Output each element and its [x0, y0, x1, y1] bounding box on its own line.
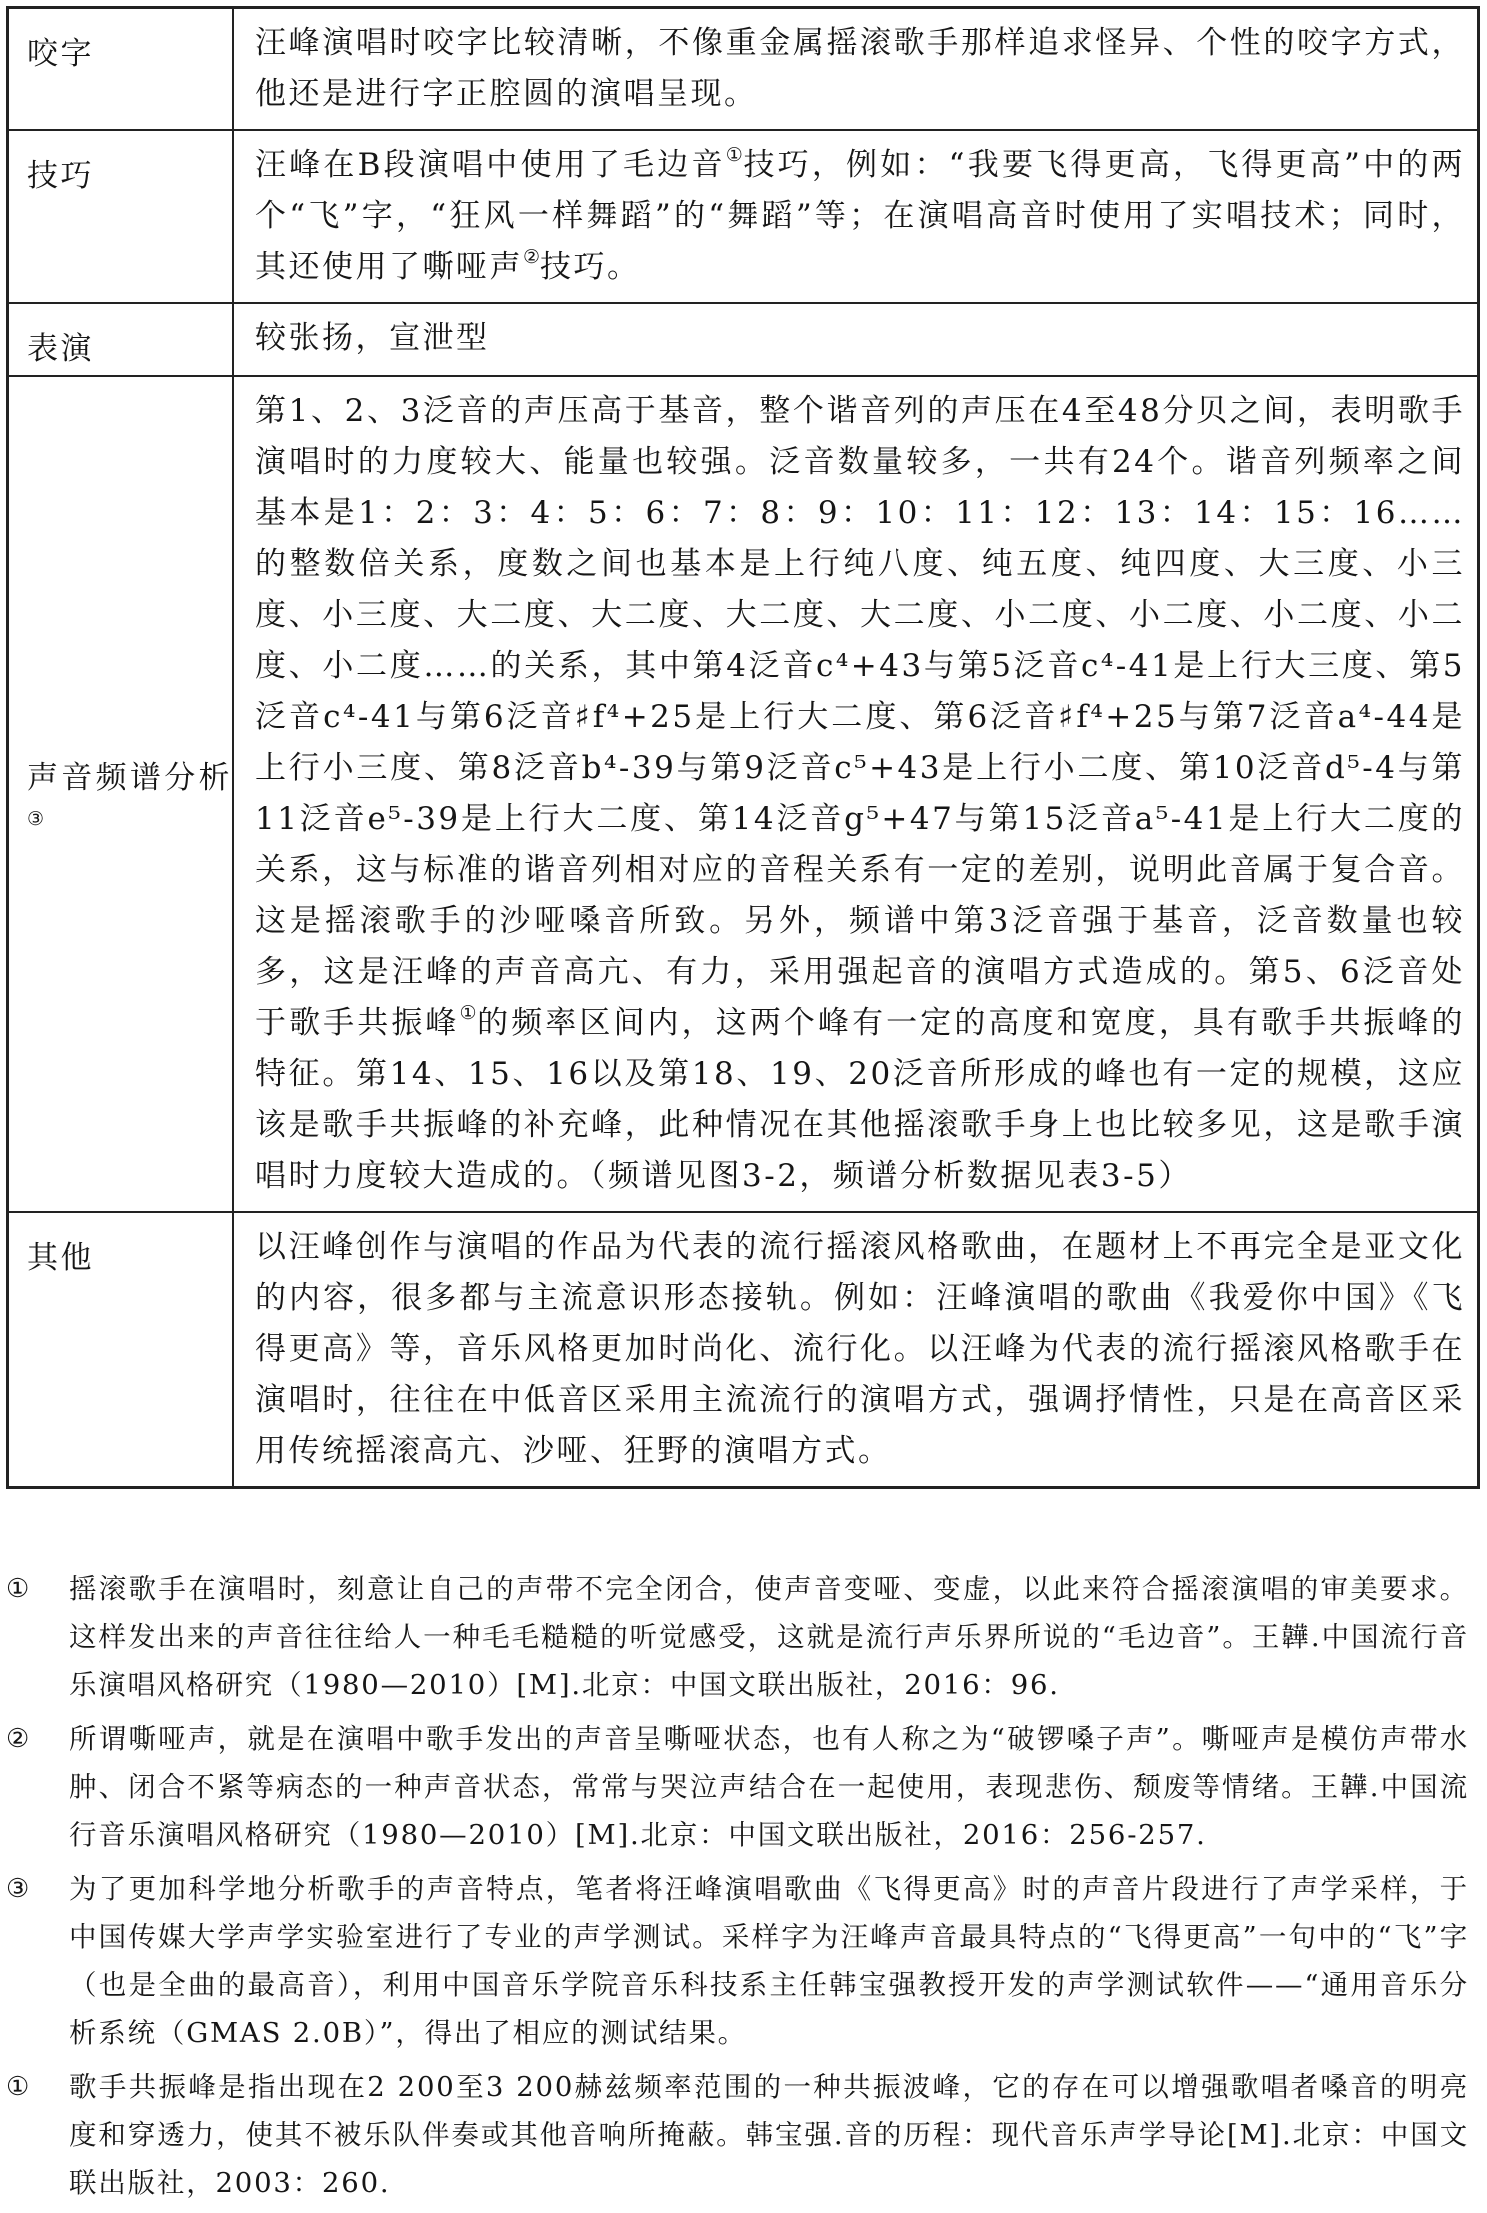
content-text: 汪峰在B段演唱中使用了毛边音: [255, 147, 726, 183]
table-row: [8, 130, 1479, 303]
footnote-marker: ③: [27, 808, 45, 830]
footnotes: [0, 1565, 1487, 2213]
row-content: [233, 376, 1479, 1212]
footnote: [0, 1865, 1487, 2057]
row-content: [233, 130, 1479, 303]
row-label: 咬字: [8, 8, 234, 131]
table-row: [8, 303, 1479, 376]
row-label: 表演: [8, 303, 234, 376]
row-content: 汪峰演唱时咬字比较清晰，不像重金属摇滚歌手那样追求怪异、个性的咬字方式，他还是进行字正腔圆的演唱呈现。: [233, 8, 1479, 131]
table-row: [8, 1212, 1479, 1488]
footnote-number: ①: [6, 2072, 32, 2102]
footnote-marker: ①: [459, 1002, 478, 1024]
row-content: 较张扬，宣泄型: [233, 303, 1479, 376]
content-text: 第1、2、3泛音的声压高于基音，整个谐音列的声压在4至48分贝之间，表明歌手演唱时的力度较大、能量也较强。泛音数量较多，一共有24个。谐音列频率之间基本是1：2：3：4：5：6：7：8：9：10：11：12：13：14：15：16……的整数倍关系，度数之间也基本是上行纯八度、纯五度、纯四度、大三度、小三度、小三度、大二度、大二度、大二度、大二度、小二度、小二度、小二度、小二度、小二度……的关系，其中第4泛音c⁴+43与第5泛音c⁴-41是上行大三度、第5泛音c⁴-41与第6泛音♯f⁴+25是上行大二度、第6泛音♯f⁴+25与第7泛音a⁴-44是上行小三度、第8泛音b⁴-39与第9泛音c⁵+43是上行小二度、第10泛音d⁵-4与第11泛音e⁵-39是上行大二度、第14泛音g⁵+47与第15泛音a⁵-41是上行大二度的关系，这与标准的谐音列相对应的音程关系有一定的差别，说明此音属于复合音。这是摇滚歌手的沙哑嗓音所致。另外，频谱中第3泛音强于基音，泛音数量也较多，这是汪峰的声音高亢、有力，采用强起音的演唱方式造成的。第5、6泛音处于歌手共振峰: [255, 393, 1465, 1041]
row-content: 以汪峰创作与演唱的作品为代表的流行摇滚风格歌曲，在题材上不再完全是亚文化的内容，很多都与主流意识形态接轨。例如：汪峰演唱的歌曲《我爱你中国》《飞得更高》等，音乐风格更加时尚化、流行化。以汪峰为代表的流行摇滚风格歌手在演唱时，往往在中低音区采用主流流行的演唱方式，强调抒情性，只是在高音区采用传统摇滚高亢、沙哑、狂野的演唱方式。: [233, 1212, 1479, 1488]
footnote-text: 摇滚歌手在演唱时，刻意让自己的声带不完全闭合，使声音变哑、变虚，以此来符合摇滚演唱的审美要求。这样发出来的声音往往给人一种毛毛糙糙的听觉感受，这就是流行声乐界所说的“毛边音”。王韡.中国流行音乐演唱风格研究（1980—2010）[M].北京：中国文联出版社，2016：96.: [69, 1573, 1469, 1701]
row-label: 技巧: [8, 130, 234, 303]
footnote-text: 所谓嘶哑声，就是在演唱中歌手发出的声音呈嘶哑状态，也有人称之为“破锣嗓子声”。嘶哑声是模仿声带水肿、闭合不紧等病态的一种声音状态，常常与哭泣声结合在一起使用，表现悲伤、颓废等情绪。王韡.中国流行音乐演唱风格研究（1980—2010）[M].北京：中国文联出版社，2016：256-257.: [69, 1723, 1469, 1851]
label-text: 声音频谱分析: [27, 760, 232, 796]
row-label: 其他: [8, 1212, 234, 1488]
footnote-number: ②: [6, 1724, 32, 1754]
footnote-marker: ②: [523, 246, 541, 268]
footnote-number: ③: [6, 1874, 32, 1904]
footnote: [0, 2063, 1487, 2207]
content-text: 的频率区间内，这两个峰有一定的高度和宽度，具有歌手共振峰的特征。第14、15、16以及第18、19、20泛音所形成的峰也有一定的规模，这应该是歌手共振峰的补充峰，此种情况在其他摇滚歌手身上也比较多见，这是歌手演唱时力度较大造成的。（频谱见图3-2，频谱分析数据见表3-5）: [255, 1005, 1466, 1194]
footnote: [0, 1715, 1487, 1859]
footnote-text: 歌手共振峰是指出现在2 200至3 200赫兹频率范围的一种共振波峰，它的存在可以增强歌唱者嗓音的明亮度和穿透力，使其不被乐队伴奏或其他音响所掩蔽。韩宝强.音的历程：现代音乐声学导论[M].北京：中国文联出版社，2003：260.: [69, 2071, 1469, 2199]
content-text: 技巧。: [540, 249, 641, 285]
footnote-text: 为了更加科学地分析歌手的声音特点，笔者将汪峰演唱歌曲《飞得更高》时的声音片段进行了声学采样，于中国传媒大学声学实验室进行了专业的声学测试。采样字为汪峰声音最具特点的“飞得更高”一句中的“飞”字（也是全曲的最高音），利用中国音乐学院音乐科技系主任韩宝强教授开发的声学测试软件——“通用音乐分析系统（GMAS 2.0B）”，得出了相应的测试结果。: [69, 1873, 1469, 2049]
table-row: [8, 8, 1479, 131]
footnote: [0, 1565, 1487, 1709]
content-text: 技巧，例如：“我要飞得更高，飞得更高”中的两个“飞”字，“狂风一样舞蹈”的“舞蹈”等；在演唱高音时使用了实唱技术；同时，其还使用了嘶哑声: [255, 147, 1465, 285]
footnote-number: ①: [6, 1574, 32, 1604]
vocal-style-analysis-table: [6, 6, 1480, 1489]
table-row: [8, 376, 1479, 1212]
row-label: [8, 376, 234, 1212]
footnote-marker: ①: [725, 144, 744, 166]
